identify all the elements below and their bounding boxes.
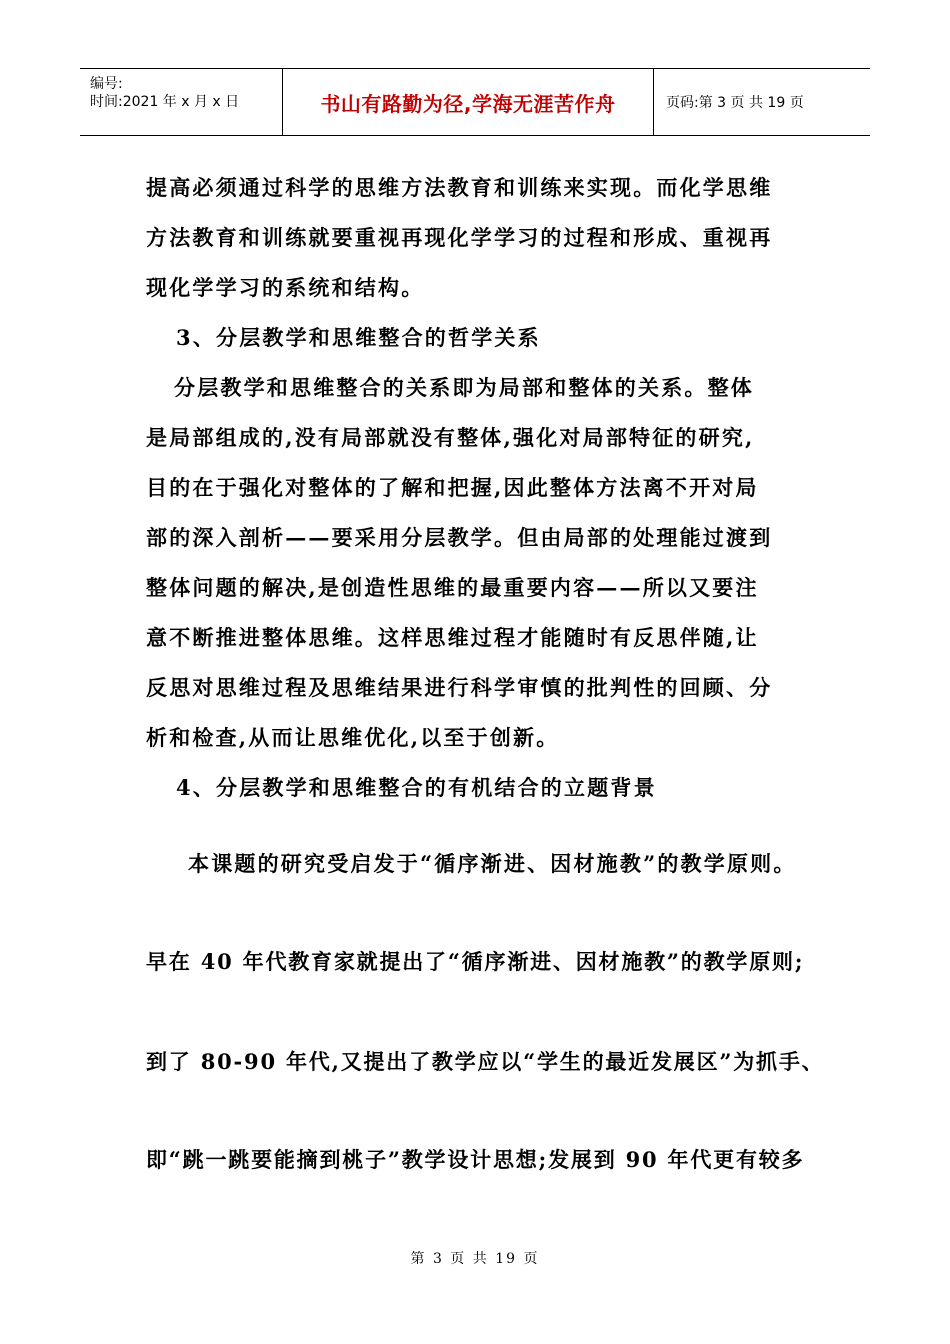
section-heading-3: 3、分层教学和思维整合的哲学关系 <box>176 325 541 350</box>
body-line: 意不断推进整体思维。这样思维过程才能随时有反思伴随,让 <box>146 625 759 650</box>
motto-text: 书山有路勤为径,学海无涯苦作舟 <box>320 91 616 116</box>
body-line: 到了 80-90 年代,又提出了教学应以“学生的最近发展区”为抓手、 <box>146 1049 825 1074</box>
body-line: 整体问题的解决,是创造性思维的最重要内容——所以又要注 <box>146 575 759 600</box>
number-label: 编号: <box>90 76 123 92</box>
body-line: 分层教学和思维整合的关系即为局部和整体的关系。整体 <box>174 375 754 400</box>
body-line: 提高必须通过科学的思维方法教育和训练来实现。而化学思维 <box>146 175 773 200</box>
header-table <box>80 68 870 136</box>
body-line: 反思对思维过程及思维结果进行科学审慎的批判性的回顾、分 <box>146 675 773 700</box>
body-line: 方法教育和训练就要重视再现化学学习的过程和形成、重视再 <box>146 225 773 250</box>
body-line: 析和检查,从而让思维优化,以至于创新。 <box>146 725 560 750</box>
body-line: 本课题的研究受启发于“循序渐进、因材施教”的教学原则。 <box>188 851 797 876</box>
header-meta <box>80 69 282 135</box>
time-label: 时间:2021 年 x 月 x 日 <box>90 94 240 110</box>
body-line: 部的深入剖析——要采用分层教学。但由局部的处理能过渡到 <box>146 525 773 550</box>
section-heading-4: 4、分层教学和思维整合的有机结合的立题背景 <box>176 775 657 800</box>
body-line: 是局部组成的,没有局部就没有整体,强化对局部特征的研究, <box>146 425 755 450</box>
page-footer: 第 3 页 共 19 页 <box>410 1251 540 1267</box>
body-line: 即“跳一跳要能摘到桃子”教学设计思想;发展到 90 年代更有较多 <box>146 1147 805 1172</box>
body-line: 目的在于强化对整体的了解和把握,因此整体方法离不开对局 <box>146 475 759 500</box>
header-motto-cell <box>282 69 654 135</box>
header-page-info <box>654 69 870 135</box>
body-line: 早在 40 年代教育家就提出了“循序渐进、因材施教”的教学原则; <box>146 949 805 974</box>
body-line: 现化学学习的系统和结构。 <box>146 275 425 300</box>
page-info-text: 页码:第 3 页 共 19 页 <box>666 95 804 111</box>
